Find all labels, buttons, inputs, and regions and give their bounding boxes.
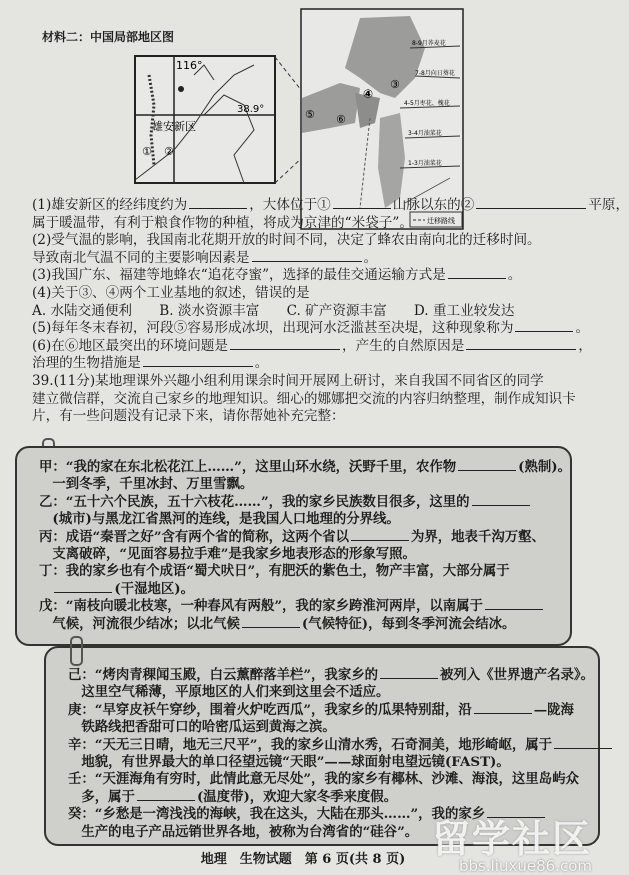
- latitude-label: 38.9°: [237, 104, 265, 115]
- watermark-logo: [432, 808, 592, 875]
- text-line: [32, 196, 629, 214]
- text-line: [32, 231, 541, 249]
- text-segment: ，产生的自然原因是: [341, 337, 465, 354]
- text-segment: A. 水陆交通便利 B. 淡水资源丰富 C. 矿产资源丰富 D. 重工业较发达: [32, 302, 515, 319]
- answer-blank[interactable]: [554, 736, 612, 749]
- text-segment: (3)我国广东、福建等地蜂农“追花夺蜜”，选择的最佳交通运输方式是: [32, 267, 446, 284]
- text-segment: 支离破碎，“见面容易拉手难”是我家乡地表形态的形象写照。: [39, 546, 416, 562]
- text-line: [68, 718, 336, 736]
- text-segment: ，大体位于①: [249, 197, 331, 213]
- text-segment: (6)在⑥地区最突出的环境问题是: [32, 337, 228, 354]
- marker-3: ③: [390, 78, 400, 91]
- text-line: [39, 545, 416, 563]
- text-segment: 。: [575, 320, 590, 337]
- text-segment: 。: [507, 267, 522, 284]
- answer-blank[interactable]: [380, 666, 438, 679]
- text-segment: ，: [578, 337, 592, 354]
- text-line: [39, 510, 400, 528]
- legend-label: 迁移路线: [427, 217, 455, 225]
- text-segment: 。: [363, 249, 378, 266]
- text-segment: (1)雄安新区的经纬度约为: [32, 197, 188, 213]
- text-line: [32, 372, 544, 390]
- text-line: [39, 580, 194, 598]
- text-segment: —陇海: [533, 701, 574, 718]
- xiongan-label: 雄安新区: [152, 120, 196, 133]
- text-line: [39, 493, 532, 511]
- text-segment: (温度带)，欢迎大家冬季来度假。: [196, 788, 398, 805]
- text-line: [68, 701, 574, 719]
- material-title: 材料二：中国局部地区图: [42, 30, 175, 44]
- text-line: [39, 528, 545, 546]
- text-line: [39, 597, 545, 615]
- paperclip-icon: [70, 636, 83, 666]
- text-line: [32, 337, 592, 355]
- answer-blank[interactable]: [474, 701, 532, 714]
- text-line: [32, 354, 268, 372]
- marker-6: ⑥: [336, 113, 346, 126]
- text-line: [68, 788, 397, 806]
- text-line: [32, 390, 576, 408]
- answer-blank[interactable]: [476, 196, 586, 209]
- text-segment: (熟制)。: [518, 459, 571, 475]
- text-line: [39, 475, 253, 493]
- marker-5: ⑤: [305, 108, 315, 121]
- answer-blank[interactable]: [252, 249, 362, 262]
- text-segment: (5)每年冬末春初，河段⑤容易形成冰坝，出现河水泛滥甚至决堤，这种现象称为: [32, 320, 514, 337]
- text-segment: 乙：“五十六个民族，五十六枝花……”，我的家乡民族数目很多，这里的: [39, 493, 470, 510]
- flower-label: 3-4月油菜花: [408, 130, 442, 137]
- text-line: [68, 823, 418, 841]
- text-line: [32, 249, 377, 267]
- text-segment: 生产的电子产品远销世界各地，被称为台湾省的“硅谷”。: [68, 823, 419, 840]
- text-line: [32, 266, 521, 284]
- answer-blank[interactable]: [448, 266, 506, 279]
- answer-blank[interactable]: [351, 528, 409, 541]
- marker-2: ②: [164, 145, 174, 158]
- text-segment: (干湿地区)。: [114, 580, 195, 597]
- text-line: [32, 407, 345, 425]
- text-line: [32, 284, 310, 302]
- answer-blank[interactable]: [515, 319, 573, 332]
- watermark-text: 留学社区: [431, 817, 592, 861]
- text-segment: 多，属于: [68, 788, 135, 805]
- text-segment: 气候，河流很少结冰；以北气候: [39, 615, 240, 632]
- text-line: [39, 562, 510, 580]
- answer-blank[interactable]: [230, 337, 340, 350]
- longitude-label: 116°: [176, 59, 203, 72]
- text-line: [68, 770, 579, 788]
- text-segment: 属于暖温带，有利于粮食作物的种植，将成为京津的“米袋子”。: [32, 214, 413, 231]
- knowledge-card-1: [15, 446, 572, 646]
- text-segment: (2)受气温的影响，我国南北花期开放的时间不同，决定了蜂农由南向北的迁移时间。: [32, 232, 541, 249]
- flower-label: 7-8月向日葵花: [415, 70, 455, 77]
- text-segment: 一到冬季，千里冰封、万里雪飘。: [39, 476, 254, 493]
- text-line: [39, 615, 515, 633]
- marker-1: ①: [142, 145, 152, 158]
- text-segment: 庚：“早穿皮袄午穿纱，围着火炉吃西瓜”，我家乡的瓜果特别甜，沿: [68, 701, 472, 718]
- answer-blank[interactable]: [472, 493, 530, 506]
- answer-blank[interactable]: [485, 597, 543, 610]
- text-segment: 平原，: [588, 197, 629, 213]
- text-segment: 治理的生物措施是: [32, 355, 141, 372]
- page-footer: 地理 生物试题 第 6 页(共 8 页): [200, 852, 406, 867]
- text-segment: 山脉以东的②: [392, 197, 475, 213]
- text-line: [39, 458, 571, 476]
- watermark-url: bbs.liuxue86.com: [459, 857, 592, 875]
- text-segment: (4)关于③、④两个工业基地的叙述，错误的是: [32, 285, 310, 301]
- answer-blank[interactable]: [189, 196, 247, 209]
- text-segment: 辛：“天无三日晴，地无三尺平”，我的家乡山清水秀，石奇洞美，地形崎岖，属于: [68, 736, 553, 753]
- text-segment: 癸：“乡愁是一湾浅浅的海峡，我在这头，大陆在那头……”，我的家乡: [68, 806, 486, 823]
- text-segment: (气候特征)，每到冬季河流会结冰。: [301, 615, 516, 632]
- text-segment: 甲：“我的家在东北松花江上……”，这里山环水绕，沃野千里，农作物: [39, 459, 457, 475]
- answer-blank[interactable]: [54, 580, 112, 593]
- text-segment: 丁：我的家乡也有个成语“蜀犬吠日”，有肥沃的紫色土，物产丰富，大部分属于: [39, 563, 510, 580]
- text-segment: 建立微信群，交流自己家乡的地理知识。细心的娜娜把交流的内容归纳整理，制作成知识卡: [32, 390, 576, 407]
- text-segment: 39.(11分)某地理课外兴趣小组利用课余时间开展网上研讨，来自我国不同省区的同学: [32, 373, 544, 389]
- text-segment: 戊：“南枝向暖北枝寒，一种春风有两般”，我的家乡跨淮河两岸，以南属于: [39, 598, 483, 615]
- text-line: [68, 736, 614, 754]
- flower-label: 1-3月油菜花: [408, 160, 442, 167]
- small-map: [134, 55, 276, 185]
- text-line: [68, 683, 389, 701]
- marker-4: ④: [363, 87, 374, 101]
- text-segment: 己：“烤肉青稞闻玉殿，白云薰醉落羊栏”，我家乡的: [68, 667, 378, 683]
- text-segment: 为界，地表千沟万壑、: [411, 528, 545, 545]
- text-segment: 壬：“天涯海角有穷时，此情此意无尽处”，我的家乡有椰林、沙滩、海浪，这里岛屿众: [68, 771, 579, 788]
- answer-blank[interactable]: [466, 337, 576, 350]
- answer-blank[interactable]: [333, 196, 391, 209]
- text-line: [68, 753, 510, 771]
- answer-blank[interactable]: [458, 458, 516, 471]
- answer-blank[interactable]: [242, 615, 300, 628]
- text-segment: [39, 581, 52, 597]
- text-segment: 。: [254, 355, 269, 372]
- flower-label: 8-9月荞麦花: [412, 40, 446, 47]
- text-segment: 片，有一些问题没有记录下来，请你帮她补充完整：: [32, 408, 345, 425]
- text-segment: 被列入《世界遗产名录》。: [440, 667, 594, 683]
- text-line: [32, 319, 589, 337]
- text-segment: 丙：成语“秦晋之好”含有两个省的简称，这两个省以: [39, 528, 349, 545]
- text-segment: 铁路线把香甜可口的哈密瓜运到黄海之滨。: [68, 719, 336, 736]
- text-line: [32, 302, 515, 320]
- answer-blank[interactable]: [143, 354, 253, 367]
- text-line: [32, 214, 413, 232]
- text-line: [68, 666, 594, 684]
- answer-blank[interactable]: [137, 788, 195, 801]
- text-segment: (城市)与黑龙江省黑河的连线，是我国人口地理的分界线。: [39, 511, 400, 528]
- text-segment: 这里空气稀薄，平原地区的人们来到这里会不适应。: [68, 684, 390, 701]
- flower-label: 4-5月枣花、槐花: [404, 100, 450, 107]
- text-segment: 导致南北气温不同的主要影响因素是: [32, 249, 250, 266]
- text-segment: 地貌，有世界最大的单口径望远镜“天眼”——球面射电望远镜(FAST)。: [68, 754, 510, 770]
